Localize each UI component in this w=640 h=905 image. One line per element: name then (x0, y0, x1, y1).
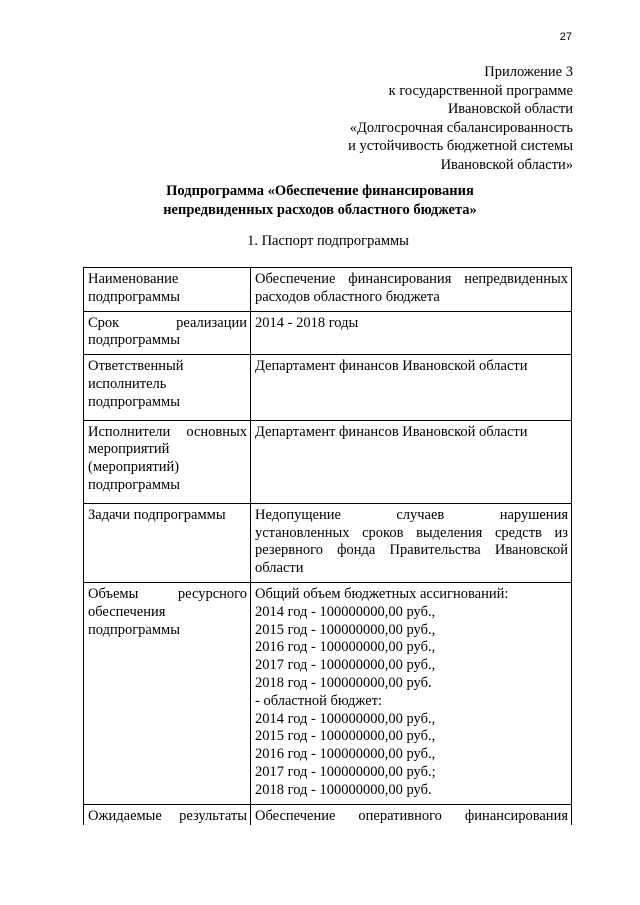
section-title: 1. Паспорт подпрограммы (247, 233, 409, 249)
row-value (251, 804, 572, 825)
row-label (84, 804, 251, 825)
subprogram-title (0, 182, 640, 219)
appendix-line: и устойчивость бюджетной системы (348, 138, 573, 154)
table-row (84, 420, 572, 503)
row-value (251, 355, 572, 420)
row-value (251, 503, 572, 582)
table-row (84, 804, 572, 825)
label-line: исполнитель (88, 375, 167, 392)
value-line: Общий объем бюджетных ассигнований: (255, 585, 509, 602)
value-line: 2015 год - 100000000,00 руб., (255, 728, 436, 745)
value-line: 2018 год - 100000000,00 руб. (255, 674, 432, 691)
label-line: Задачи подпрограммы (88, 506, 226, 523)
value-line: 2018 год - 100000000,00 руб. (255, 781, 432, 798)
row-label (84, 355, 251, 420)
row-label (84, 503, 251, 582)
label-line: Срок реализации (88, 314, 247, 331)
label-line: подпрограммы (88, 393, 180, 410)
row-label (84, 420, 251, 503)
value-line: 2015 год - 100000000,00 руб., (255, 621, 436, 638)
value-line: области (255, 560, 304, 577)
label-line: мероприятий (88, 441, 170, 458)
appendix-line: Приложение 3 (484, 64, 573, 80)
value-line: резервного фонда Правительства Ивановской (255, 542, 568, 559)
label-line: подпрограммы (88, 288, 180, 305)
value-line: 2017 год - 100000000,00 руб., (255, 657, 436, 674)
value-line: 2014 - 2018 годы (255, 314, 359, 331)
value-line: установленных сроков выделения средств из (255, 524, 568, 541)
value-line: 2017 год - 100000000,00 руб.; (255, 763, 436, 780)
value-line: расходов областного бюджета (255, 288, 440, 305)
value-line: 2016 год - 100000000,00 руб., (255, 746, 436, 763)
value-line: Обеспечение оперативного финансирования (255, 807, 568, 824)
row-value (251, 311, 572, 355)
subprogram-title-line: непредвиденных расходов областного бюджета» (163, 201, 477, 218)
table-row (84, 503, 572, 582)
table-row (84, 311, 572, 355)
value-line: 2014 год - 100000000,00 руб., (255, 603, 436, 620)
appendix-reference (348, 63, 573, 174)
value-line: Департамент финансов Ивановской области (255, 423, 528, 440)
row-value (251, 420, 572, 503)
label-line: (мероприятий) (88, 459, 180, 476)
page-number: 27 (559, 31, 572, 43)
row-value (251, 582, 572, 804)
value-line: 2016 год - 100000000,00 руб., (255, 639, 436, 656)
label-line: Объемы ресурсного (88, 585, 247, 602)
table-row (84, 582, 572, 804)
appendix-line: «Долгосрочная сбалансированность (349, 119, 573, 136)
value-line: - областной бюджет: (255, 692, 383, 709)
label-line: Исполнители основных (88, 423, 247, 440)
label-line: обеспечения (88, 603, 166, 620)
row-value (251, 268, 572, 312)
table-row (84, 355, 572, 420)
row-label (84, 311, 251, 355)
value-line: Обеспечение финансирования непредвиденных (255, 271, 568, 287)
row-label (84, 582, 251, 804)
label-line: подпрограммы (88, 476, 180, 493)
label-line: подпрограммы (88, 332, 180, 349)
passport-table (83, 267, 572, 825)
appendix-line: к государственной программе (388, 82, 573, 99)
label-line: Наименование (88, 271, 179, 287)
subprogram-title-line: Подпрограмма «Обеспечение финансирования (166, 183, 474, 199)
label-line: Ответственный (88, 358, 184, 375)
value-line: 2014 год - 100000000,00 руб., (255, 710, 436, 727)
label-line: Ожидаемые результаты (88, 807, 247, 824)
value-line: Недопущение случаев нарушения (255, 506, 568, 523)
value-line: Департамент финансов Ивановской области (255, 358, 528, 375)
appendix-line: Ивановской области» (440, 156, 573, 173)
row-label (84, 268, 251, 312)
appendix-line: Ивановской области (447, 101, 573, 117)
label-line: подпрограммы (88, 621, 180, 638)
table-row (84, 268, 572, 312)
